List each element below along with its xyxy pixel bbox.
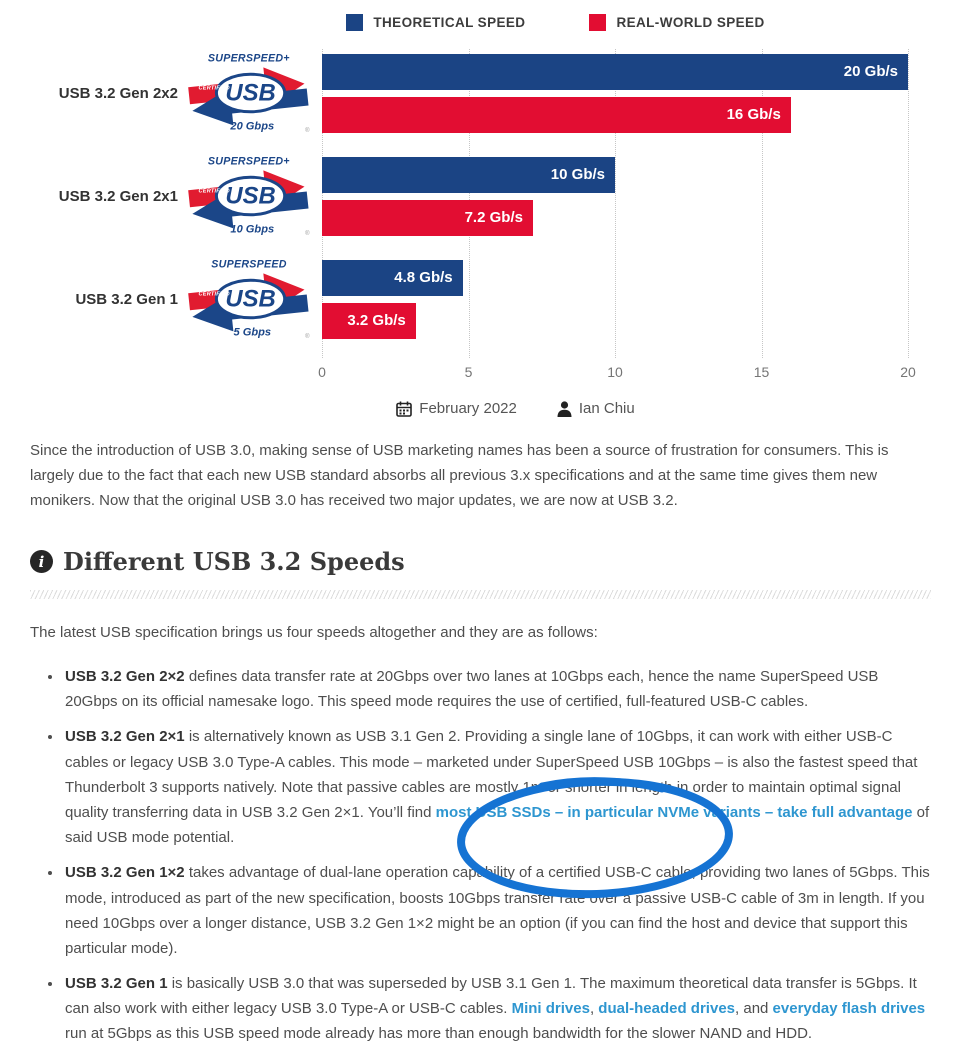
svg-text:SUPERSPEED: SUPERSPEED	[211, 258, 287, 271]
svg-text:USB: USB	[225, 79, 276, 107]
svg-text:10 Gbps: 10 Gbps	[230, 223, 275, 236]
usb-mode-term: USB 3.2 Gen 1×2	[65, 864, 185, 882]
list-item-gen2x1	[63, 724, 931, 850]
svg-text:®: ®	[305, 128, 310, 135]
post-date	[396, 400, 517, 417]
list-item-gen1x2	[63, 860, 931, 961]
bar-value-label: 7.2 Gb/s	[464, 209, 523, 226]
x-tick: 5	[464, 364, 473, 380]
chart-plot-area	[30, 49, 931, 384]
lead-paragraph: The latest USB specification brings us four speeds altogether and they are as follows:	[30, 624, 598, 642]
bar-value-label: 20 Gb/s	[843, 63, 898, 80]
info-icon: i	[30, 550, 53, 573]
usb-superspeed-5gbps-logo	[184, 255, 312, 343]
bar-value-label: 3.2 Gb/s	[347, 312, 406, 329]
everyday-flash-drives-link[interactable]: everyday flash drives	[772, 1000, 926, 1018]
list-item-gen1	[63, 971, 931, 1047]
bar-theoretical	[322, 157, 615, 193]
section-heading-text: Different USB 3.2 Speeds	[63, 547, 405, 577]
post-author	[557, 400, 635, 417]
legend-label: REAL-WORLD SPEED	[616, 15, 765, 30]
legend-label: THEORETICAL SPEED	[373, 15, 526, 30]
usb-superspeed-20gbps-logo	[184, 49, 312, 137]
usb-superspeed-10gbps-logo	[184, 152, 312, 240]
svg-text:CERTIFIED: CERTIFIED	[198, 291, 230, 298]
svg-text:USB: USB	[225, 285, 276, 313]
bar-real-world	[322, 97, 791, 133]
x-tick: 0	[318, 364, 326, 380]
dual-headed-drives-link[interactable]: dual-headed drives	[598, 1000, 736, 1018]
bar-real-world	[322, 200, 533, 236]
chart-x-axis	[318, 358, 916, 384]
svg-text:SUPERSPEED+: SUPERSPEED+	[207, 155, 290, 168]
intro-paragraph: Since the introduction of USB 3.0, making sense of USB marketing names has been a source of frustration for consumers. This is largely due to the fact that each new USB standard absorbs all previous 3.x specifications and at the same time gives them new monikers. Now that the original USB 3.0 has received two major updates, we are now at USB 3.2.	[30, 442, 889, 509]
category-label: USB 3.2 Gen 2x2	[58, 84, 178, 102]
x-tick: 20	[900, 364, 916, 380]
bar-theoretical	[322, 260, 463, 296]
svg-text:5 Gbps: 5 Gbps	[233, 326, 272, 339]
category-label: USB 3.2 Gen 1	[75, 290, 178, 308]
bullet-text: , and	[735, 1000, 773, 1018]
section-heading	[30, 547, 931, 576]
post-date-label: February 2022	[419, 400, 517, 417]
post-author-label: Ian Chiu	[578, 400, 635, 417]
bullet-text: is alternatively known as USB 3.1 Gen 2. Providing a single lane of 10Gbps, it can work with either USB-C cables or legacy USB 3.0 Type-A cables. This mode – marketed under SuperSpeed USB 10Gbps – is also the fastest speed that Thunderbolt 3 supports natively. Note that passive cables are mostly 1m or shorter in length in order to maintain optimal signal quality transferring data in USB 3.2 Gen 2×1. You’ll find	[65, 728, 918, 821]
legend-swatch-red	[589, 14, 606, 31]
mini-drives-link[interactable]: Mini drives	[511, 1000, 590, 1018]
category-label: USB 3.2 Gen 2x1	[58, 187, 178, 205]
author-icon	[557, 401, 572, 417]
bullet-text: ,	[589, 1000, 599, 1018]
bullet-text: takes advantage of dual-lane operation capability of a certified USB-C cable, providing two lanes of 5Gbps. This mode, introduced as part of the new specification, boosts 10Gbps transfer rate over a passive USB-C cable of 3m in length. If you need 10Gbps over a longer distance, USB 3.2 Gen 1×2 might be an option (if you can find the host and device that support this particular mode).	[65, 864, 930, 957]
legend-item-real-world	[589, 14, 764, 31]
x-tick: 10	[607, 364, 623, 380]
chart-row-gen1	[30, 255, 931, 343]
svg-text:CERTIFIED: CERTIFIED	[198, 188, 230, 195]
calendar-icon	[396, 401, 412, 417]
bullet-text: of said USB mode potential.	[65, 803, 930, 847]
bar-theoretical	[322, 54, 908, 90]
bullet-text: run at 5Gbps as this USB speed mode already has more than enough bandwidth for the slower NAND and HDD.	[65, 1025, 813, 1043]
svg-text:®: ®	[305, 334, 310, 341]
usb-mode-term: USB 3.2 Gen 2×1	[65, 728, 185, 746]
usb-mode-term: USB 3.2 Gen 1	[65, 975, 168, 993]
svg-text:SUPERSPEED+: SUPERSPEED+	[207, 52, 290, 65]
usb-mode-term: USB 3.2 Gen 2×2	[65, 668, 185, 685]
bar-value-label: 10 Gb/s	[550, 166, 605, 183]
chart-row-gen2x1	[30, 152, 931, 240]
legend-item-theoretical	[346, 14, 525, 31]
legend-swatch-blue	[346, 14, 363, 31]
usb-speed-chart	[30, 0, 931, 417]
bar-value-label: 4.8 Gb/s	[394, 269, 453, 286]
svg-text:USB: USB	[225, 182, 276, 210]
list-item-gen2x2	[63, 664, 931, 714]
svg-text:20 Gbps: 20 Gbps	[230, 120, 275, 133]
usb-ssds-link[interactable]: most USB SSDs – in particular NVMe variants – take full advantage	[435, 803, 913, 821]
chart-row-gen2x2	[30, 49, 931, 137]
section-divider	[30, 590, 931, 599]
usb-speed-list	[30, 664, 931, 1047]
chart-legend	[30, 14, 931, 31]
svg-text:®: ®	[305, 231, 310, 238]
bullet-text: defines data transfer rate at 20Gbps over two lanes at 10Gbps each, hence the name SuperSpeed USB 20Gbps on its official namesake logo. This speed mode requires the use of certified, full-featured USB-C cables.	[65, 668, 879, 711]
svg-text:CERTIFIED: CERTIFIED	[198, 85, 230, 92]
bar-real-world	[322, 303, 416, 339]
x-tick: 15	[753, 364, 770, 380]
post-meta	[100, 400, 931, 417]
bullet-text: is basically USB 3.0 that was superseded by USB 3.1 Gen 1. The maximum theoretical data transfer is 5Gbps. It can also work with either legacy USB 3.0 Type-A or USB-C cables.	[65, 975, 917, 1018]
bar-value-label: 16 Gb/s	[726, 106, 781, 123]
